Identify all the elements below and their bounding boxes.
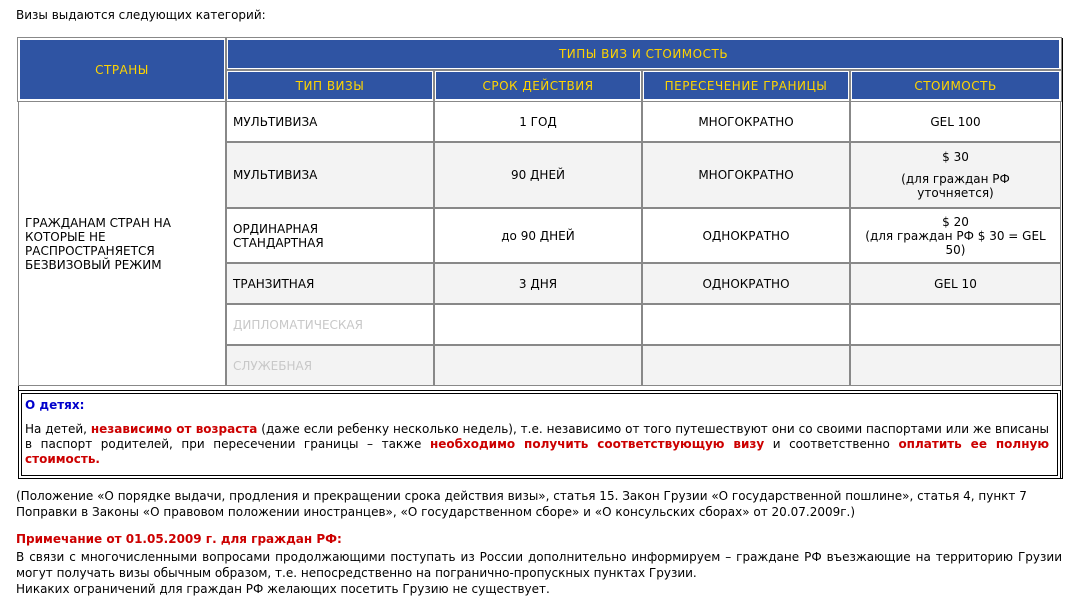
crossing-cell [642,304,850,345]
children-note-text [25,422,1049,467]
cost-value: $ 20 [942,214,969,229]
validity-cell: 90 ДНЕЙ [434,142,642,208]
col-crossing-header: ПЕРЕСЕЧЕНИЕ ГРАНИЦЫ [642,70,850,101]
visa-types-header: ТИПЫ ВИЗ И СТОИМОСТЬ [226,38,1061,70]
crossing-cell [642,345,850,386]
validity-cell: до 90 ДНЕЙ [434,208,642,263]
validity-cell [434,345,642,386]
children-note-title: О детях: [25,398,85,412]
cost-cell: GEL 10 [850,263,1061,304]
cost-cell: GEL 100 [850,101,1061,142]
crossing-cell: МНОГОКРАТНО [642,101,850,142]
children-note-box [18,390,1061,479]
references [16,488,1027,520]
visa-table [18,38,1061,386]
validity-cell: 1 ГОД [434,101,642,142]
visa-type-cell: МУЛЬТИВИЗА [226,142,434,208]
cost-note: (для граждан РФ уточняется) [901,172,1010,200]
crossing-cell: ОДНОКРАТНО [642,263,850,304]
col-cost-header: СТОИМОСТЬ [850,70,1061,101]
note-highlight: оплатить ее полную стоимость. [25,437,1049,466]
intro-text: Визы выдаются следующих категорий: [16,8,266,22]
visa-type-cell: МУЛЬТИВИЗА [226,101,434,142]
reference-line: Поправки в Законы «О правовом положении иностранцев», «О государственном сборе» и «О консульских сборах» от 20.07.2009г.) [16,505,856,519]
cost-cell [850,208,1061,263]
note-part: На детей, [25,422,91,436]
cost-cell [850,142,1061,208]
validity-cell [434,304,642,345]
rf-note-title: Примечание от 01.05.2009 г. для граждан РФ: [16,532,342,546]
reference-line: (Положение «О порядке выдачи, продления и прекращении срока действия визы», статья 15. Закон Грузии «О государственной пошлине», статья 4, пункт 7 [16,489,1027,503]
countries-header: СТРАНЫ [18,38,226,101]
note-highlight: независимо от возраста [90,422,258,436]
rf-note-text [16,549,1062,597]
note-part: (даже если ребенку несколько недель), т.е. независимо от того путешествуют они со своими паспортами или же вписаны в паспорт родителей, при пересечении границы – также [25,422,1050,451]
cost-value: $ 30 [942,150,969,164]
note-part: и соответственно [764,437,899,451]
rf-note-paragraph: Никаких ограничений для граждан РФ желающих посетить Грузию не существует. [16,582,550,596]
cost-note: (для граждан РФ $ 30 = GEL 50) [865,228,1046,257]
crossing-cell: МНОГОКРАТНО [642,142,850,208]
note-highlight: необходимо получить соответствующую визу [429,437,765,451]
cost-cell [850,345,1061,386]
crossing-cell: ОДНОКРАТНО [642,208,850,263]
cost-cell [850,304,1061,345]
validity-cell: 3 ДНЯ [434,263,642,304]
col-validity-header: СРОК ДЕЙСТВИЯ [434,70,642,101]
visa-type-cell: СЛУЖЕБНАЯ [226,345,434,386]
col-type-header: ТИП ВИЗЫ [226,70,434,101]
visa-type-cell: ОРДИНАРНАЯ СТАНДАРТНАЯ [226,208,434,263]
countries-cell: ГРАЖДАНАМ СТРАН НА КОТОРЫЕ НЕ РАСПРОСТРАНЯЕТСЯ БЕЗВИЗОВЫЙ РЕЖИМ [18,101,226,386]
visa-type-cell: ДИПЛОМАТИЧЕСКАЯ [226,304,434,345]
visa-type-cell: ТРАНЗИТНАЯ [226,263,434,304]
rf-note-paragraph: В связи с многочисленными вопросами продолжающими поступать из России дополнительно информируем – граждане РФ въезжающие на территорию Грузии могут получать визы обычным образом, т.е. непосредственно на погранично-пропускных пунктах Грузии. [16,550,1062,580]
